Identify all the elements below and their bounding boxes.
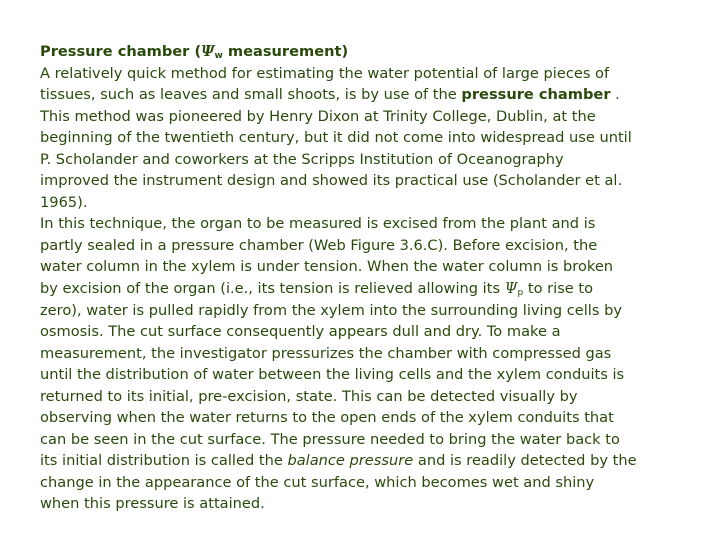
psi-symbol: Ψ: [201, 43, 215, 60]
heading-prefix: Pressure chamber (: [40, 43, 202, 60]
text-line: observing when the water returns to the open ends of the xylem conduits that: [40, 409, 614, 427]
text-line: partly sealed in a pressure chamber (Web Figure 3.6.C). Before excision, the: [40, 236, 598, 254]
text-line: water column in the xylem is under tension. When the water column is broken: [40, 258, 614, 276]
psi-symbol: Ψ: [504, 280, 518, 298]
text-line: returned to its initial, pre-excision, state. This can be detected visually by: [40, 387, 578, 405]
text-line: P. Scholander and coworkers at the Scripps Institution of Oceanography: [40, 150, 564, 168]
text-line: osmosis. The cut surface consequently appears dull and dry. To make a: [40, 323, 561, 341]
text-line: improved the instrument design and showed its practical use (Scholander et al.: [40, 172, 623, 190]
text-line: can be seen in the cut surface. The pressure needed to bring the water back to: [40, 430, 620, 448]
text-span: tissues, such as leaves and small shoots, is by use of the: [40, 86, 462, 104]
italic-term: balance pressure: [287, 452, 414, 470]
text-line: In this technique, the organ to be measured is excised from the plant and is: [40, 215, 596, 233]
psi-subscript: p: [517, 288, 524, 299]
text-line: measurement, the investigator pressurizes the chamber with compressed gas: [40, 344, 612, 362]
text-line: [40, 450, 700, 472]
text-line: when this pressure is attained.: [40, 495, 265, 513]
slide-heading: [40, 41, 700, 63]
text-line: zero), water is pulled rapidly from the xylem into the surrounding living cells by: [40, 301, 623, 319]
slide-text-block: [40, 41, 700, 515]
text-line: beginning of the twentieth century, but it did not come into widespread use until: [40, 129, 632, 147]
bold-term: pressure chamber: [461, 86, 611, 104]
heading-suffix: measurement): [222, 43, 349, 60]
paragraph-pressure-chamber-intro: [40, 63, 700, 214]
paragraph-technique: [40, 213, 700, 515]
text-line: 1965).: [40, 193, 88, 211]
text-line: [40, 84, 700, 106]
psi-subscript: w: [214, 51, 223, 61]
text-span: to rise to: [523, 280, 594, 298]
text-span: by excision of the organ (i.e., its tension is relieved allowing its: [40, 280, 505, 298]
text-line: until the distribution of water between the living cells and the xylem conduits is: [40, 366, 625, 384]
text-span: and is readily detected by the: [413, 452, 637, 470]
text-line: [40, 278, 700, 300]
text-line: change in the appearance of the cut surface, which becomes wet and shiny: [40, 473, 595, 491]
text-line: This method was pioneered by Henry Dixon at Trinity College, Dublin, at the: [40, 107, 596, 125]
text-line: A relatively quick method for estimating the water potential of large pieces of: [40, 64, 610, 82]
text-span: its initial distribution is called the: [40, 452, 288, 470]
text-span: .: [610, 86, 620, 104]
